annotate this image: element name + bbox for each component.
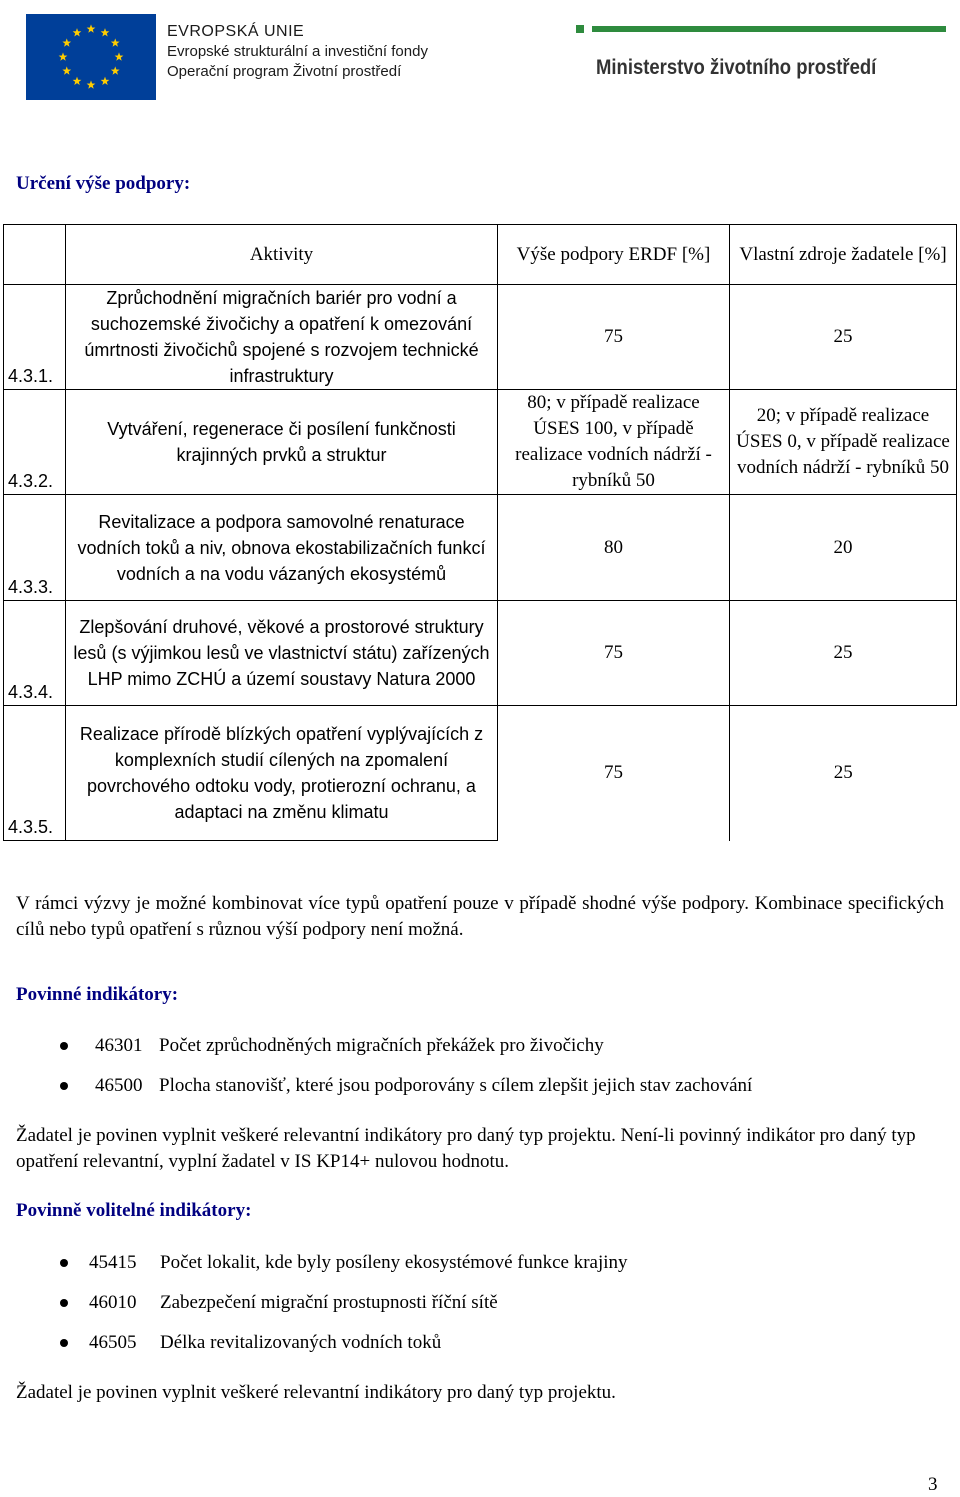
- table-row: [4, 495, 957, 601]
- row-own: 20; v případě realizace ÚSES 0, v případě realizace vodních nádrží - rybníků 50: [730, 390, 957, 495]
- row-erdf: 75: [498, 285, 730, 390]
- bullet-icon: [60, 1339, 68, 1347]
- row-activity: Zlepšování druhové, věkové a prostorové struktury lesů (s výjimkou lesů ve vlastnictví státu) zařízených LHP mimo ZCHÚ a území soustavy Natura 2000: [66, 601, 498, 706]
- table-row: [4, 390, 957, 495]
- indicator-name: Počet lokalit, kde byly posíleny ekosystémové funkce krajiny: [160, 1252, 628, 1273]
- indicator-code: 46500: [95, 1075, 143, 1096]
- table-row: [4, 285, 957, 390]
- header-empty-cell: [4, 225, 66, 285]
- star-icon: [87, 24, 96, 32]
- indicator-name: Délka revitalizovaných vodních toků: [160, 1332, 442, 1353]
- bullet-icon: [60, 1259, 68, 1267]
- star-icon: [101, 77, 110, 85]
- header-own-sources: Vlastní zdroje žadatele [%]: [730, 225, 957, 285]
- indicator-name: Plocha stanovišť, které jsou podporovány s cílem zlepšit jejich stav zachování: [159, 1075, 753, 1096]
- row-code: 4.3.1.: [4, 285, 66, 390]
- indicator-code: 46010: [89, 1292, 137, 1313]
- indicator-code: 45415: [89, 1252, 137, 1273]
- star-icon: [73, 77, 82, 85]
- mandatory-indicators-note: Žadatel je povinen vyplnit veškeré relevantní indikátory pro daný typ projektu. Není-li povinný indikátor pro daný typ opatření relevantní, vyplní žadatel v IS KP14+ nulovou hodnotu.: [16, 1125, 916, 1172]
- list-item: [0, 1330, 940, 1370]
- indicator-code: 46301: [95, 1035, 143, 1056]
- optional-indicator-list: [0, 1250, 940, 1370]
- row-own: 20: [730, 495, 957, 601]
- star-icon: [62, 38, 71, 46]
- list-item: [0, 1290, 940, 1330]
- table-row: [4, 601, 957, 706]
- mandatory-indicator-list: [0, 1033, 940, 1113]
- row-code: 4.3.4.: [4, 601, 66, 706]
- row-activity: Zprůchodnění migračních bariér pro vodní a suchozemské živočichy a opatření k omezování úmrtnosti živočichů spojené s rozvojem technické infrastruktury: [66, 285, 498, 390]
- ministry-bar-icon: [576, 22, 946, 36]
- star-icon: [73, 28, 82, 36]
- support-heading: Určení výše podpory:: [16, 173, 191, 194]
- row-code: 4.3.2.: [4, 390, 66, 495]
- table-row: [4, 706, 957, 841]
- star-icon: [111, 66, 120, 74]
- ministry-logo-text: Ministerstvo životního prostředí: [596, 56, 877, 79]
- star-icon: [115, 52, 124, 60]
- row-own: 25: [730, 285, 957, 390]
- eu-stars-icon: [26, 14, 156, 100]
- list-item: [0, 1073, 940, 1113]
- row-own: 25: [730, 601, 957, 706]
- eu-flag-logo: [26, 14, 156, 100]
- ministry-logo: [576, 22, 946, 92]
- bullet-icon: [60, 1082, 68, 1090]
- header-erdf: Výše podpory ERDF [%]: [498, 225, 730, 285]
- optional-indicators-note: Žadatel je povinen vyplnit veškeré relevantní indikátory pro daný typ projektu.: [16, 1382, 616, 1403]
- indicator-name: Počet zprůchodněných migračních překážek pro živočichy: [159, 1035, 604, 1056]
- table-header-row: [4, 225, 957, 285]
- star-icon: [59, 52, 68, 60]
- mandatory-indicators-heading: Povinné indikátory:: [16, 984, 179, 1005]
- bullet-icon: [60, 1299, 68, 1307]
- row-activity: Realizace přírodě blízkých opatření vyplývajících z komplexních studií cílených na zpomalení povrchového odtoku vody, protierozní ochranu, a adaptaci na změnu klimatu: [66, 706, 498, 841]
- eu-logo-line3: Operační program Životní prostředí: [167, 63, 402, 80]
- row-code: 4.3.5.: [4, 706, 66, 841]
- row-activity: Vytváření, regenerace či posílení funkčnosti krajinných prvků a struktur: [66, 390, 498, 495]
- row-activity: Revitalizace a podpora samovolné renaturace vodních toků a niv, obnova ekostabilizačních funkcí vodních a na vodu vázaných ekosystémů: [66, 495, 498, 601]
- indicator-code: 46505: [89, 1332, 137, 1353]
- indicator-name: Zabezpečení migrační prostupnosti říční sítě: [160, 1292, 498, 1313]
- eu-logo-line1: EVROPSKÁ UNIE: [167, 23, 305, 40]
- row-erdf: 80: [498, 495, 730, 601]
- page-number: 3: [928, 1474, 938, 1495]
- bullet-icon: [60, 1042, 68, 1050]
- row-own: 25: [730, 706, 957, 841]
- support-table: [3, 224, 957, 841]
- star-icon: [62, 66, 71, 74]
- list-item: [0, 1250, 940, 1290]
- list-item: [0, 1033, 940, 1073]
- star-icon: [87, 80, 96, 88]
- eu-logo-line2: Evropské strukturální a investiční fondy: [167, 43, 428, 60]
- row-erdf: 80; v případě realizace ÚSES 100, v případě realizace vodních nádrží - rybníků 50: [498, 390, 730, 495]
- row-erdf: 75: [498, 601, 730, 706]
- row-erdf: 75: [498, 706, 730, 841]
- eu-logo-text: [167, 22, 428, 82]
- row-code: 4.3.3.: [4, 495, 66, 601]
- header-activities: Aktivity: [66, 225, 498, 285]
- optional-indicators-heading: Povinně volitelné indikátory:: [16, 1200, 252, 1221]
- star-icon: [111, 38, 120, 46]
- star-icon: [101, 28, 110, 36]
- combination-note: V rámci výzvy je možné kombinovat více typů opatření pouze v případě shodné výše podpory. Kombinace specifických cílů nebo typů opatření s různou výší podpory není možná.: [16, 893, 944, 940]
